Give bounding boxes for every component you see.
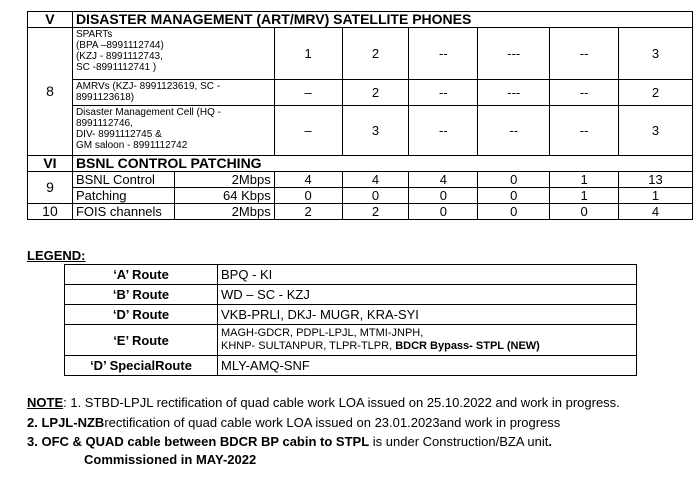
item-label: Patching: [72, 188, 174, 204]
cell: 4: [409, 172, 478, 188]
note-text: is under Construction/BZA unit: [369, 434, 549, 449]
speed-cell: 2Mbps: [174, 172, 274, 188]
route-value-line2-text: KHNP- SULTANPUR, TLPR-TLPR,: [221, 340, 396, 352]
cell: 1: [619, 188, 693, 204]
note-3: [27, 434, 552, 449]
item-label: FOIS channels: [72, 204, 174, 220]
section-number: V: [28, 12, 73, 28]
cell: 2: [342, 80, 409, 106]
cell: ---: [478, 80, 550, 106]
note-bold: LPJL-NZB: [41, 415, 105, 430]
speed-cell: 2Mbps: [174, 204, 274, 220]
cell: 2: [342, 204, 409, 220]
cell: 1: [550, 172, 619, 188]
section-v-row: [28, 12, 693, 28]
note-text: : 1. STBD-LPJL rectification of quad cable work LOA issued on 25.10.2022 and work in progress.: [63, 395, 620, 410]
route-value-line2: [221, 340, 633, 353]
cell: 2: [342, 28, 409, 80]
note-2: [27, 415, 560, 430]
table-row: [28, 106, 693, 156]
table-row: [28, 80, 693, 106]
note-bold: Commissioned in MAY-2022: [84, 452, 257, 467]
section-title: DISASTER MANAGEMENT (ART/MRV) SATELLITE PHONES: [72, 12, 692, 28]
route-name: ‘B’ Route: [65, 285, 218, 305]
cell: 0: [550, 204, 619, 220]
row-number: 8: [28, 28, 73, 156]
cell: --: [550, 28, 619, 80]
note-label: NOTE: [27, 395, 64, 410]
route-value: BPQ - KI: [218, 265, 637, 285]
section-number: VI: [28, 156, 73, 172]
cell: 0: [409, 204, 478, 220]
route-name: ‘D’ SpecialRoute: [65, 356, 218, 376]
row-number: 9: [28, 172, 73, 204]
row-number: 10: [28, 204, 73, 220]
speed-cell: 64 Kbps: [174, 188, 274, 204]
note-text: rectification of quad cable work LOA issued on 23.01.2023and work in progress: [104, 415, 561, 430]
route-value-line2-bold: BDCR Bypass- STPL (NEW): [395, 340, 540, 352]
cell: 1: [274, 28, 342, 80]
cell: 4: [342, 172, 409, 188]
cell: --: [550, 80, 619, 106]
cell: –: [274, 106, 342, 156]
cell: 0: [478, 172, 550, 188]
cell: 3: [619, 28, 693, 80]
cell: --: [409, 28, 478, 80]
cell: --: [478, 106, 550, 156]
legend-row: [65, 325, 637, 356]
cell: 0: [342, 188, 409, 204]
legend-row: [65, 285, 637, 305]
legend-heading-colon: :: [81, 248, 86, 263]
cell: 4: [619, 204, 693, 220]
legend-row: [65, 265, 637, 285]
route-name: ‘E’ Route: [65, 325, 218, 356]
table-row: [28, 28, 693, 80]
cell: 0: [274, 188, 342, 204]
table-row: [28, 188, 693, 204]
cell: 13: [619, 172, 693, 188]
cell: --: [550, 106, 619, 156]
cell: 4: [274, 172, 342, 188]
note-1: [27, 395, 620, 410]
equipment-table: [27, 11, 693, 220]
item-description: AMRVs (KZJ- 8991123619, SC - 8991123618): [72, 80, 274, 106]
note-end: .: [548, 434, 552, 449]
legend-table: [64, 264, 637, 376]
section-vi-row: [28, 156, 693, 172]
cell: 3: [342, 106, 409, 156]
cell: 0: [478, 204, 550, 220]
cell: 1: [550, 188, 619, 204]
cell: 0: [478, 188, 550, 204]
note-number: 2.: [27, 415, 42, 430]
note-3-line2: [84, 452, 256, 467]
route-value: MLY-AMQ-SNF: [218, 356, 637, 376]
item-label: BSNL Control: [72, 172, 174, 188]
legend-row: [65, 305, 637, 325]
legend-row: [65, 356, 637, 376]
cell: 2: [274, 204, 342, 220]
route-value: WD – SC - KZJ: [218, 285, 637, 305]
table-row: [28, 204, 693, 220]
item-description: Disaster Management Cell (HQ - 8991112746, DIV- 8991112745 & GM saloon - 8991112742: [72, 106, 274, 156]
legend-heading-text: LEGEND: [27, 248, 82, 263]
note-bold: 3. OFC & QUAD cable between BDCR BP cabin to STPL: [27, 434, 370, 449]
route-name: ‘D’ Route: [65, 305, 218, 325]
route-name: ‘A’ Route: [65, 265, 218, 285]
section-title: BSNL CONTROL PATCHING: [72, 156, 692, 172]
route-value: VKB-PRLI, DKJ- MUGR, KRA-SYI: [218, 305, 637, 325]
item-description: SPARTs (BPA –8991112744) (KZJ - 8991112743, SC -8991112741 ): [72, 28, 274, 80]
table-row: [28, 172, 693, 188]
route-value: [218, 325, 637, 356]
cell: 0: [409, 188, 478, 204]
cell: --: [409, 80, 478, 106]
cell: 3: [619, 106, 693, 156]
cell: ---: [478, 28, 550, 80]
cell: --: [409, 106, 478, 156]
cell: 2: [619, 80, 693, 106]
legend-heading: [27, 248, 86, 263]
route-value-line1: MAGH-GDCR, PDPL-LPJL, MTMI-JNPH,: [221, 327, 424, 339]
cell: –: [274, 80, 342, 106]
